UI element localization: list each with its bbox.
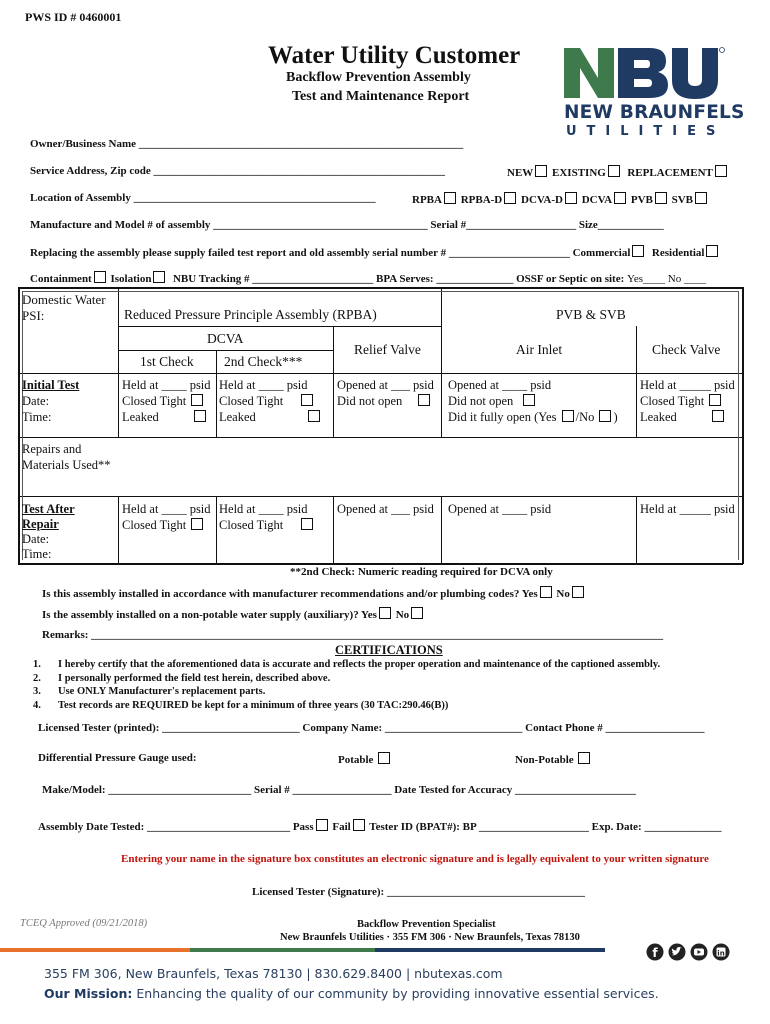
signature-notice: Entering your name in the signature box constitutes an electronic signature and is legally equivalent to your written signature bbox=[121, 853, 709, 865]
cert-item: 1. I hereby certify that the aforementioned data is accurate and reflects the proper operation and maintenance of the captioned assembly. bbox=[33, 659, 661, 670]
relief-valve-header: Relief Valve bbox=[354, 342, 421, 357]
replacement-label: REPLACEMENT bbox=[627, 167, 713, 179]
pws-id: PWS ID # 0460001 bbox=[25, 10, 122, 24]
leaked-label: Leaked bbox=[640, 410, 677, 424]
after-air-opened[interactable]: Opened at ____ psid bbox=[448, 502, 552, 516]
initial-date-label: Date: bbox=[22, 394, 50, 408]
svg-text:f: f bbox=[652, 946, 658, 960]
check-valve-leaked-checkbox[interactable] bbox=[712, 410, 724, 422]
first-check-header: 1st Check bbox=[140, 354, 194, 369]
dcvad-checkbox[interactable] bbox=[565, 192, 577, 204]
pass-checkbox[interactable] bbox=[316, 819, 328, 831]
existing-checkbox[interactable] bbox=[608, 165, 620, 177]
fully-open-yes-checkbox[interactable] bbox=[562, 410, 574, 422]
twitter-icon[interactable] bbox=[669, 944, 686, 961]
after-check-held[interactable]: Held at _____ psid bbox=[640, 502, 735, 516]
second-closed-checkbox[interactable] bbox=[301, 394, 313, 406]
isolation-checkbox[interactable] bbox=[153, 271, 165, 283]
owner-field[interactable]: Owner/Business Name ___________________________________________________________ bbox=[30, 138, 464, 150]
first-check-closed bbox=[122, 393, 205, 409]
new-label: NEW bbox=[507, 167, 534, 179]
nonpotable-no-label: No bbox=[395, 609, 410, 621]
after-time-label: Time: bbox=[22, 547, 52, 561]
footer-bar-navy bbox=[375, 948, 605, 952]
residential-label: Residential bbox=[651, 247, 705, 259]
certifications-list bbox=[33, 658, 660, 712]
cert-item-text: Test records are REQUIRED be kept for a minimum of three years (30 TAC:290.46(B)) bbox=[58, 699, 449, 711]
subtitle-line2: Test and Maintenance Report bbox=[292, 89, 470, 104]
linkedin-icon[interactable] bbox=[713, 944, 730, 961]
after-second-held[interactable]: Held at ____ psid bbox=[219, 502, 308, 516]
installed-no-checkbox[interactable] bbox=[572, 586, 584, 598]
footer-mission bbox=[44, 986, 659, 1001]
materials-label: Materials Used** bbox=[22, 458, 111, 472]
svg-text:in: in bbox=[717, 949, 725, 958]
subtitle-line1: Backflow Prevention Assembly bbox=[286, 70, 471, 85]
containment-checkbox[interactable] bbox=[94, 271, 106, 283]
check-valve-leaked bbox=[640, 409, 726, 425]
residential-checkbox[interactable] bbox=[706, 245, 718, 257]
facebook-icon[interactable] bbox=[647, 944, 664, 961]
dcva-label: DCVA bbox=[581, 194, 613, 206]
tracking-label: NBU Tracking # ______________________ BPA Serves: ______________ OSSF or Septic on site: bbox=[172, 273, 625, 285]
pvb-svb-header: PVB & SVB bbox=[556, 307, 626, 322]
first-check-held[interactable]: Held at ____ psid bbox=[122, 378, 211, 392]
potable-checkbox[interactable] bbox=[378, 752, 390, 764]
new-checkbox[interactable] bbox=[535, 165, 547, 177]
dcva-checkbox[interactable] bbox=[614, 192, 626, 204]
check-valve-header: Check Valve bbox=[652, 342, 721, 357]
location-field[interactable]: Location of Assembly ____________________________________________ bbox=[30, 192, 376, 204]
repairs-label: Repairs and bbox=[22, 442, 82, 456]
closed-tight-label: Closed Tight bbox=[219, 518, 284, 532]
leaked-label: Leaked bbox=[219, 410, 256, 424]
make-model-row[interactable]: Make/Model: __________________________ Serial # __________________ Date Tested for Accuracy ______________________ bbox=[42, 784, 637, 796]
youtube-icon[interactable] bbox=[691, 944, 708, 961]
second-check-header: 2nd Check*** bbox=[224, 354, 303, 369]
closed-tight-label: Closed Tight bbox=[122, 394, 187, 408]
second-check-closed bbox=[219, 393, 315, 409]
nonpotable-yes-checkbox[interactable] bbox=[379, 607, 391, 619]
closed-tight-label: Closed Tight bbox=[122, 518, 187, 532]
second-check-held[interactable]: Held at ____ psid bbox=[219, 378, 308, 392]
rpba-checkbox[interactable] bbox=[444, 192, 456, 204]
mission-label: Our Mission: bbox=[44, 986, 133, 1001]
check-valve-held[interactable]: Held at _____ psid bbox=[640, 378, 735, 392]
assembly-date-row bbox=[38, 819, 721, 833]
air-did-not-open-checkbox[interactable] bbox=[523, 394, 535, 406]
signature-field[interactable]: Licensed Tester (Signature): ____________________________________ bbox=[252, 886, 585, 898]
pvb-label: PVB bbox=[630, 194, 653, 206]
isolation-label: Isolation bbox=[110, 273, 152, 285]
existing-label: EXISTING bbox=[552, 167, 606, 179]
air-inlet-did-not-open bbox=[448, 393, 537, 409]
closed-tight-label: Closed Tight bbox=[219, 394, 284, 408]
did-not-open-label: Did not open bbox=[337, 394, 403, 408]
fully-open-close: ) bbox=[613, 410, 618, 424]
footer-bar-orange bbox=[0, 948, 190, 952]
potable-label: Potable bbox=[338, 754, 374, 766]
initial-time-label: Time: bbox=[22, 410, 52, 424]
repair-label: Repair bbox=[22, 517, 59, 531]
footer-bar-green bbox=[190, 948, 375, 952]
domestic-water-label: Domestic Water bbox=[22, 292, 106, 307]
replacing-label: Replacing the assembly please supply failed test report and old assembly serial number # ______________________ Commercial bbox=[30, 247, 631, 259]
second-check-note: **2nd Check: Numeric reading required for DCVA only bbox=[290, 566, 553, 578]
second-leaked-checkbox[interactable] bbox=[308, 410, 320, 422]
nonpotable-option bbox=[515, 752, 592, 766]
after-second-closed-checkbox[interactable] bbox=[301, 518, 313, 530]
question-nonpotable bbox=[42, 607, 425, 621]
gauge-label: Differential Pressure Gauge used: bbox=[38, 752, 197, 764]
fully-open-label: Did it fully open (Yes bbox=[448, 410, 557, 424]
certifications-title: CERTIFICATIONS bbox=[335, 643, 443, 657]
after-first-held[interactable]: Held at ____ psid bbox=[122, 502, 211, 516]
installed-yes-checkbox[interactable] bbox=[540, 586, 552, 598]
cert-item: 4. Test records are REQUIRED be kept for a minimum of three years (30 TAC:290.46(B)) bbox=[33, 699, 449, 711]
installed-no-label: No bbox=[556, 588, 570, 600]
after-first-closed-checkbox[interactable] bbox=[191, 518, 203, 530]
dcva-header: DCVA bbox=[207, 331, 244, 346]
test-after-label: Test After bbox=[22, 502, 75, 516]
question-installed-label: Is this assembly installed in accordance with manufacturer recommendations and/or plumbing codes? Yes bbox=[42, 588, 538, 600]
leaked-label: Leaked bbox=[122, 410, 159, 424]
manufacture-model-field[interactable]: Manufacture and Model # of assembly _______________________________________ Serial #____________________ Size____________ bbox=[30, 219, 664, 231]
rpba-label: RPBA bbox=[412, 194, 442, 206]
replacing-field bbox=[30, 245, 720, 259]
repairs-input-area[interactable] bbox=[120, 439, 740, 494]
cert-item-text: Use ONLY Manufacturer's replacement parts. bbox=[58, 686, 266, 697]
fail-label: Fail bbox=[332, 821, 351, 833]
did-not-open-label: Did not open bbox=[448, 394, 514, 408]
relief-opened[interactable]: Opened at ___ psid bbox=[337, 378, 434, 392]
assembly-date-label: Assembly Date Tested: __________________________ Pass bbox=[38, 821, 314, 833]
replacement-checkbox[interactable] bbox=[715, 165, 727, 177]
nbu-logo-mark bbox=[562, 42, 727, 102]
social-icons bbox=[646, 942, 730, 967]
commercial-checkbox[interactable] bbox=[632, 245, 644, 257]
after-first-closed bbox=[122, 517, 205, 533]
check-valve-closed bbox=[640, 393, 723, 409]
first-closed-checkbox[interactable] bbox=[191, 394, 203, 406]
air-inlet-header: Air Inlet bbox=[516, 342, 563, 357]
cert-item: 3. Use ONLY Manufacturer's replacement parts. bbox=[33, 686, 266, 697]
second-check-leaked bbox=[219, 409, 322, 425]
svb-checkbox[interactable] bbox=[695, 192, 707, 204]
first-check-leaked bbox=[122, 409, 208, 425]
cert-item: 2. I personally performed the field test herein, described above. bbox=[33, 672, 331, 684]
potable-option bbox=[338, 752, 392, 766]
initial-test-label: Initial Test bbox=[22, 378, 80, 392]
after-date-label: Date: bbox=[22, 532, 50, 546]
containment-label: Containment bbox=[30, 273, 92, 285]
nonpotable-label: Non-Potable bbox=[515, 754, 574, 766]
after-relief-opened[interactable]: Opened at ___ psid bbox=[337, 502, 434, 516]
footer-contact: 355 FM 306, New Braunfels, Texas 78130 | 830.629.8400 | nbutexas.com bbox=[44, 966, 503, 981]
service-address-field[interactable]: Service Address, Zip code _____________________________________________________ bbox=[30, 165, 446, 177]
fully-open-no-label: /No bbox=[575, 410, 595, 424]
footer-address: New Braunfels Utilities · 355 FM 306 · New Braunfels, Texas 78130 bbox=[280, 932, 580, 943]
rpbad-label: RPBA-D bbox=[460, 194, 503, 206]
first-leaked-checkbox[interactable] bbox=[194, 410, 206, 422]
question-nonpotable-label: Is the assembly installed on a non-potable water supply (auxiliary)? Yes bbox=[42, 609, 377, 621]
nonpotable-gauge-checkbox[interactable] bbox=[578, 752, 590, 764]
svb-label: SVB bbox=[671, 194, 693, 206]
mission-text: Enhancing the quality of our community by providing innovative essential services. bbox=[132, 986, 659, 1001]
fully-open-no-checkbox[interactable] bbox=[599, 410, 611, 422]
tceq-approved: TCEQ Approved (09/21/2018) bbox=[20, 918, 148, 929]
remarks-field[interactable]: Remarks: ________________________________________________________________________________________________________ bbox=[42, 629, 664, 641]
assembly-status-options bbox=[507, 165, 729, 179]
logo-name: NEW BRAUNFELS bbox=[564, 102, 745, 123]
fail-checkbox[interactable] bbox=[353, 819, 365, 831]
check-valve-closed-checkbox[interactable] bbox=[709, 394, 721, 406]
closed-tight-label: Closed Tight bbox=[640, 394, 705, 408]
footer-specialist: Backflow Prevention Specialist bbox=[357, 919, 496, 930]
nbu-logo bbox=[562, 42, 745, 142]
ossf-yes-no[interactable]: Yes____ No ____ bbox=[627, 273, 706, 285]
licensed-tester-row[interactable]: Licensed Tester (printed): _________________________ Company Name: _________________________ Contact Phone # __________________ bbox=[38, 722, 705, 734]
pvb-checkbox[interactable] bbox=[655, 192, 667, 204]
page-title: Water Utility Customer bbox=[268, 42, 521, 69]
cert-item-text: I personally performed the field test herein, described above. bbox=[58, 672, 331, 684]
after-second-closed bbox=[219, 517, 315, 533]
question-installed bbox=[42, 586, 586, 600]
tester-id-label[interactable]: Tester ID (BPAT#): BP ____________________ Exp. Date: ______________ bbox=[369, 821, 722, 833]
containment-row bbox=[30, 271, 706, 285]
rpbad-checkbox[interactable] bbox=[504, 192, 516, 204]
rpba-header: Reduced Pressure Principle Assembly (RPBA) bbox=[124, 307, 377, 322]
relief-did-not-open bbox=[337, 393, 432, 409]
relief-did-not-open-checkbox[interactable] bbox=[418, 394, 430, 406]
dcvad-label: DCVA-D bbox=[521, 194, 563, 206]
air-inlet-fully-open bbox=[448, 409, 618, 425]
psi-label: PSI: bbox=[22, 308, 45, 323]
nonpotable-no-checkbox[interactable] bbox=[411, 607, 423, 619]
assembly-type-options bbox=[412, 192, 709, 206]
air-inlet-opened[interactable]: Opened at ____ psid bbox=[448, 378, 552, 392]
cert-item-text: I hereby certify that the aforementioned data is accurate and reflects the proper operation and maintenance of the captioned assembly. bbox=[58, 659, 661, 670]
logo-sub: UTILITIES bbox=[566, 124, 726, 139]
